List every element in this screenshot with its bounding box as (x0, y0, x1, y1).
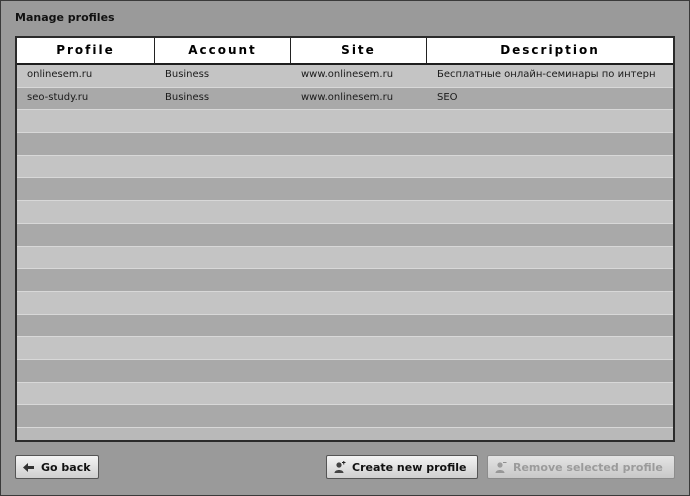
remove-selected-profile-label: Remove selected profile (513, 461, 663, 474)
column-header-description[interactable]: Description (500, 43, 600, 57)
user-remove-icon (494, 461, 507, 474)
table-row[interactable] (17, 65, 673, 88)
empty-row (17, 178, 673, 201)
table-row[interactable] (17, 88, 673, 111)
empty-row (17, 360, 673, 383)
column-header-site[interactable]: Site (291, 38, 427, 63)
column-header-profile[interactable]: Profile (17, 38, 155, 63)
profiles-table (15, 36, 675, 442)
table-header (17, 38, 673, 65)
empty-row (17, 224, 673, 247)
cell-description: SEO (437, 91, 458, 103)
remove-selected-profile-button[interactable] (487, 455, 675, 479)
create-new-profile-label: Create new profile (352, 461, 467, 474)
cell-account: Business (165, 69, 210, 80)
go-back-label: Go back (41, 461, 91, 474)
empty-row (17, 292, 673, 315)
table-body (17, 65, 673, 440)
empty-row (17, 337, 673, 360)
empty-row (17, 133, 673, 156)
window-title: Manage profiles (15, 11, 115, 24)
user-add-icon (333, 461, 346, 474)
empty-row (17, 315, 673, 338)
cell-site: www.onlinesem.ru (301, 69, 394, 80)
empty-row (17, 247, 673, 270)
empty-row (17, 383, 673, 406)
empty-row (17, 405, 673, 428)
arrow-back-icon (22, 461, 35, 474)
empty-row (17, 269, 673, 292)
empty-row (17, 201, 673, 224)
cell-profile: seo-study.ru (27, 91, 89, 103)
cell-account: Business (165, 91, 210, 103)
cell-description: Бесплатные онлайн-семинары по интерн (437, 69, 656, 80)
column-header-account[interactable]: Account (155, 38, 291, 63)
create-new-profile-button[interactable] (326, 455, 478, 479)
go-back-button[interactable] (15, 455, 99, 479)
empty-row (17, 156, 673, 179)
empty-row (17, 110, 673, 133)
cell-profile: onlinesem.ru (27, 69, 93, 80)
cell-site: www.onlinesem.ru (301, 91, 394, 103)
